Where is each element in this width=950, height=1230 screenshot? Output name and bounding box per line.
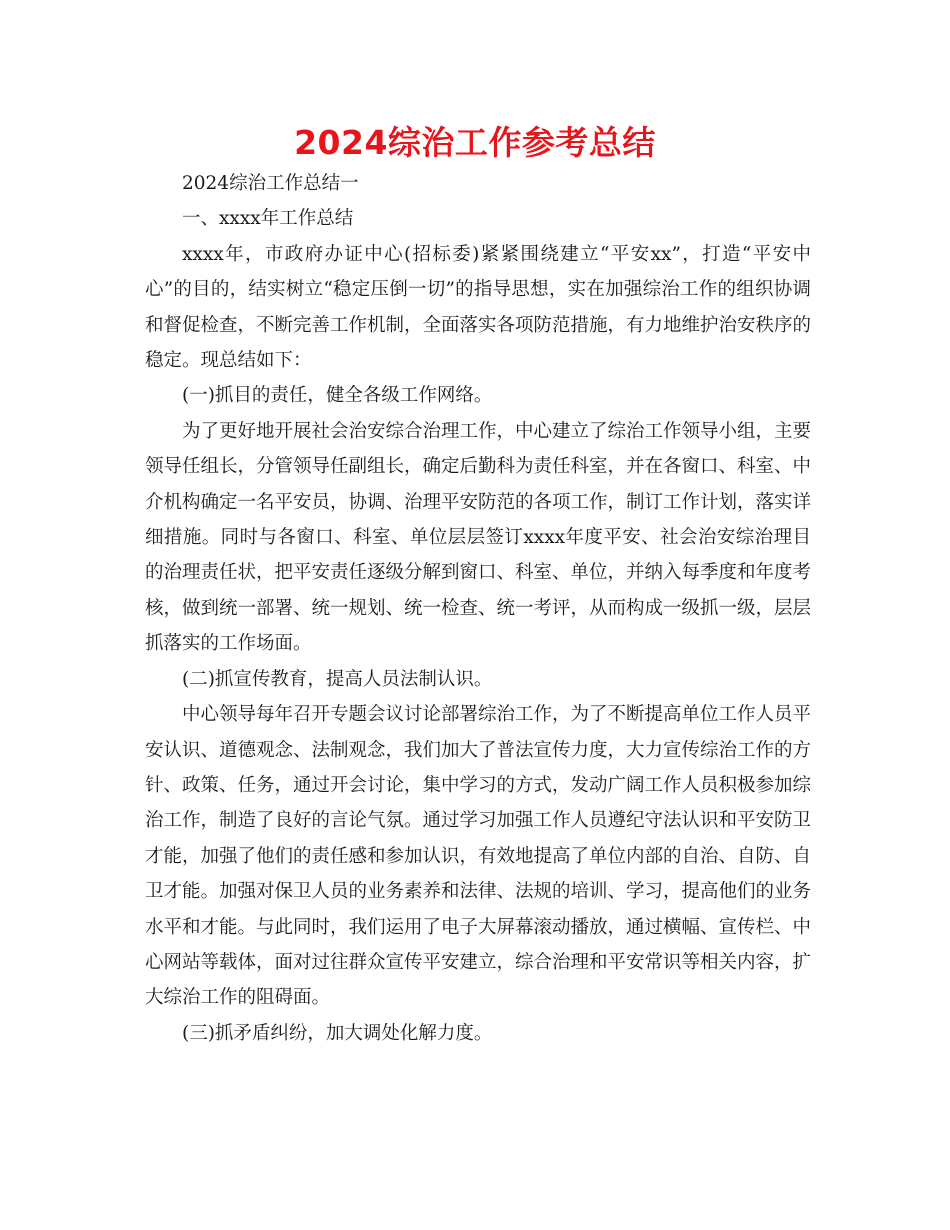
paragraph: 一、xxxx年工作总结	[182, 208, 354, 230]
paragraph: 中心领导每年召开专题会议讨论部署综治工作，为了不断提高单位工作人员平安认识、道德观念、法制观念，我们加大了普法宣传力度，大力宣传综治工作的方针、政策、任务，通过开会讨论，集中学习的方式，发动广阔工作人员积极参加综治工作，制造了良好的言论气氛。通过学习加强工作人员遵纪守法认识和平安防卫才能，加强了他们的责任感和参加认识，有效地提高了单位内部的自治、自防、自卫才能。加强对保卫人员的业务素养和法律、法规的培训、学习，提高他们的业务水平和才能。与此同时，我们运用了电子大屏幕滚动播放，通过横幅、宣传栏、中心网站等载体，面对过往群众宣传平安建立，综合治理和平安常识等相关内容，扩大综治工作的阻碍面。	[145, 704, 812, 1009]
document-body	[145, 166, 811, 1051]
paragraph: (二)抓宣传教育，提高人员法制认识。	[182, 668, 493, 690]
document-title: 2024综治工作参考总结	[294, 123, 656, 162]
paragraph: 为了更好地开展社会治安综合治理工作，中心建立了综治工作领导小组，主要领导任组长，分管领导任副组长，确定后勤科为责任科室，并在各窗口、科室、中介机构确定一名平安员，协调、治理平安防范的各项工作，制订工作计划，落实详细措施。同时与各窗口、科室、单位层层签订xxxx年度平安、社会治安综治理目的治理责任状，把平安责任逐级分解到窗口、科室、单位，并纳入每季度和年度考核，做到统一部署、统一规划、统一检查、统一考评，从而构成一级抓一级，层层抓落实的工作场面。	[145, 420, 812, 655]
paragraph: 2024综治工作总结一	[182, 173, 359, 194]
paragraph: (一)抓目的责任，健全各级工作网络。	[182, 385, 493, 407]
paragraph: xxxx年，市政府办证中心(招标委)紧紧围绕建立“平安xx”，打造“平安中心”的目的，结实树立“稳定压倒一切”的指导思想，实在加强综治工作的组织协调和督促检查，不断完善工作机制，全面落实各项防范措施，有力地维护治安秩序的稳定。现总结如下：	[145, 243, 812, 372]
paragraph: (三)抓矛盾纠纷，加大调处化解力度。	[182, 1022, 493, 1044]
